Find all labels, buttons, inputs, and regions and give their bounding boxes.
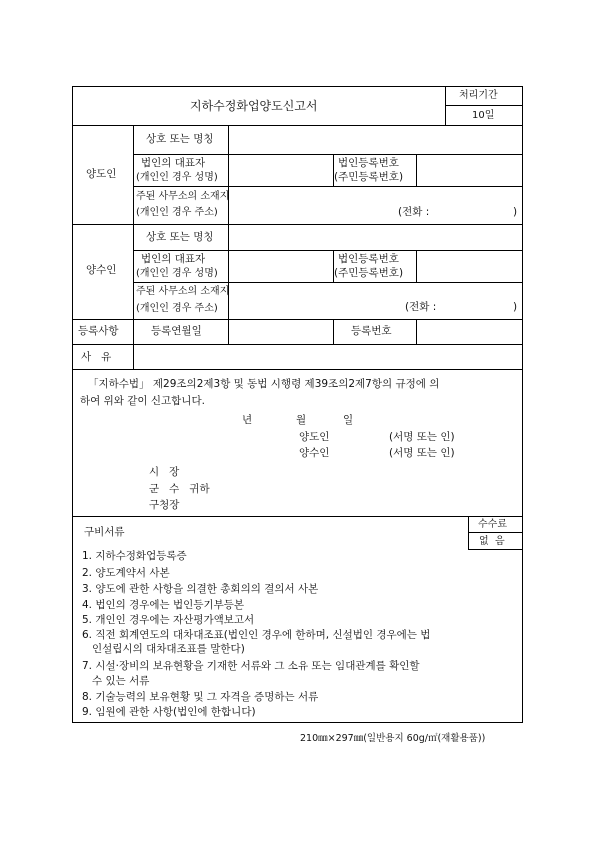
- transferee-rep-sub: (개인인 경우 성명): [136, 268, 218, 279]
- registration-number-label: 등록번호: [351, 325, 392, 337]
- transferor-trade-name-label: 상호 또는 명칭: [146, 133, 214, 145]
- processing-period-label: 처리기간: [459, 90, 498, 101]
- transferee-reg-label: 법인등록번호: [338, 253, 399, 265]
- fee-label: 수수료: [478, 519, 507, 530]
- document-item: 3. 양도에 관한 사항을 의결한 총회의의 결의서 사본: [82, 583, 319, 595]
- documents-label: 구비서류: [84, 526, 125, 538]
- rule-fee-mid: [468, 532, 523, 533]
- reason-label: 사 유: [81, 351, 112, 363]
- transferor-reg-label: 법인등록번호: [338, 157, 399, 169]
- rule-field-col: [228, 125, 229, 344]
- rule-tr-2: [133, 186, 523, 187]
- document-item: 1. 지하수정화업등록증: [82, 550, 187, 562]
- transferor-reg-sub: (주민등록번호): [334, 171, 404, 183]
- rule-reason-bottom: [72, 369, 523, 370]
- date-year-label: 년: [242, 414, 253, 426]
- transferee-rep-label: 법인의 대표자: [141, 253, 206, 265]
- rule-regnum-left: [333, 319, 334, 344]
- date-month-label: 월: [296, 414, 307, 426]
- addressee-district: 구청장: [149, 499, 180, 511]
- rule-reg-bottom: [72, 344, 523, 345]
- fee-value: 없 음: [479, 536, 505, 547]
- document-item: 수 있는 서류: [82, 675, 150, 687]
- transferor-address-sub: (개인인 경우 주소): [136, 207, 218, 218]
- transferor-address-label: 주된 사무소의 소재지: [136, 191, 230, 202]
- transferor-rep-label: 법인의 대표자: [141, 157, 206, 169]
- date-day-label: 일: [343, 414, 354, 426]
- registration-date-label: 등록연월일: [151, 325, 202, 337]
- signer-transferor-sign: (서명 또는 인): [389, 431, 455, 443]
- rule-te-2: [133, 282, 523, 283]
- rule-period-mid: [445, 105, 523, 106]
- rule-period-left: [445, 86, 446, 125]
- processing-period-value: 10일: [472, 110, 495, 121]
- signer-transferor: 양도인: [299, 431, 330, 443]
- rule-tr-reg-right: [416, 154, 417, 186]
- document-item: 8. 기술능력의 보유현황 및 그 자격을 증명하는 서류: [82, 691, 319, 703]
- paper-spec-footer: 210㎜×297㎜(일반용지 60g/㎡(재활용품)): [300, 733, 486, 744]
- signer-transferee-sign: (서명 또는 인): [389, 447, 455, 459]
- transferee-reg-sub: (주민등록번호): [334, 267, 404, 279]
- rule-decl-bottom: [72, 516, 523, 517]
- document-item: 6. 직전 회계연도의 대차대조표(법인인 경우에 한하며, 신설법인 경우에는 법: [82, 629, 431, 641]
- rule-te-1: [133, 250, 523, 251]
- document-item: 4. 법인의 경우에는 법인등기부등본: [82, 599, 245, 611]
- transferee-address-sub: (개인인 경우 주소): [136, 303, 218, 314]
- document-item: 7. 시설·장비의 보유현황을 기재한 서류와 그 소유 또는 임대관계를 확인할: [82, 660, 420, 672]
- rule-fee-left: [468, 516, 469, 549]
- form-title: 지하수정화업양도신고서: [190, 99, 318, 113]
- addressee-mayor: 시 장: [149, 466, 180, 478]
- transferee-phone-label: (전화 :: [405, 301, 437, 313]
- transferee-label: 양수인: [86, 264, 117, 276]
- document-item: 2. 양도계약서 사본: [82, 567, 170, 579]
- addressee-county: 군 수 귀하: [149, 483, 210, 495]
- rule-label-col: [133, 125, 134, 369]
- signer-transferee: 양수인: [299, 447, 330, 459]
- rule-te-reg-right: [416, 250, 417, 282]
- transferee-trade-name-label: 상호 또는 명칭: [146, 231, 214, 243]
- document-item: 인설립시의 대차대조표를 말한다): [82, 643, 245, 655]
- rule-regnum-right: [416, 319, 417, 344]
- transferor-rep-sub: (개인인 경우 성명): [136, 172, 218, 183]
- rule-tr-bottom: [72, 224, 523, 225]
- rule-fee-bottom: [468, 549, 523, 550]
- declaration-line1: 「지하수법」 제29조의2제3항 및 동법 시행령 제39조의2제7항의 규정에 의: [88, 378, 440, 390]
- registration-label: 등록사항: [78, 325, 119, 337]
- rule-title-bottom: [72, 125, 523, 126]
- declaration-line2: 하여 위와 같이 신고합니다.: [80, 395, 205, 407]
- transferor-label: 양도인: [86, 168, 117, 180]
- document-item: 5. 개인인 경우에는 자산평가액보고서: [82, 614, 255, 626]
- transferor-phone-label: (전화 :: [398, 206, 430, 218]
- transferee-phone-close: ): [513, 301, 518, 313]
- transferee-address-label: 주된 사무소의 소재지: [136, 286, 230, 297]
- rule-te-bottom: [72, 319, 523, 320]
- transferor-phone-close: ): [513, 206, 518, 218]
- rule-tr-1: [133, 154, 523, 155]
- document-item: 9. 임원에 관한 사항(법인에 한합니다): [82, 706, 256, 718]
